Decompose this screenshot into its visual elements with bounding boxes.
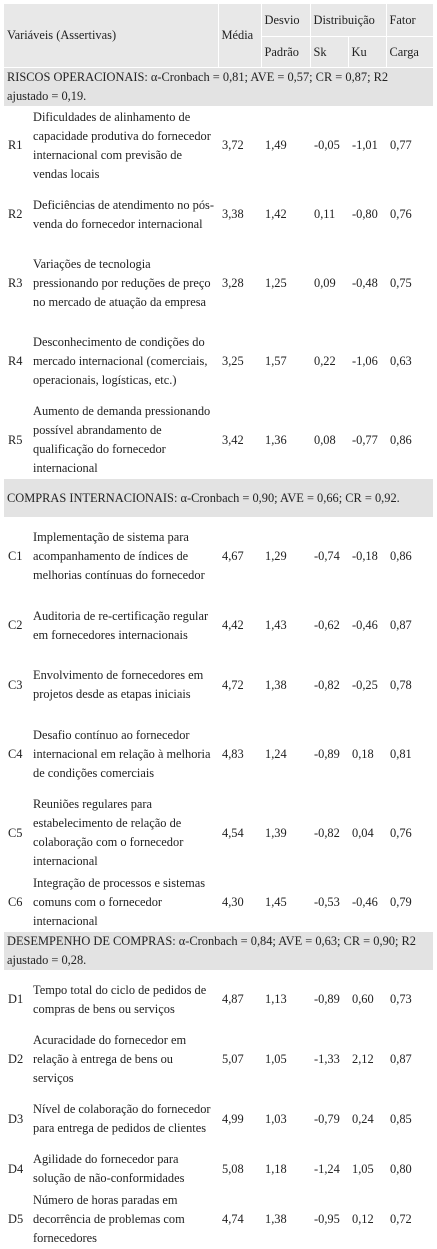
fator-carga-value: 0,79: [386, 872, 433, 932]
skewness-value: -0,79: [310, 1089, 348, 1149]
desvio-padrao-value: 1,43: [261, 596, 310, 655]
item-code: D3: [4, 1089, 30, 1149]
item-description: Variações de tecnologia pressionando por reduções de preço no mercado de atuação da empresa: [30, 244, 218, 322]
fator-carga-value: 0,81: [386, 715, 433, 794]
skewness-value: -1,24: [310, 1149, 348, 1189]
skewness-value: -1,33: [310, 1029, 348, 1089]
skewness-value: -0,89: [310, 970, 348, 1029]
desvio-padrao-value: 1,45: [261, 872, 310, 932]
desvio-padrao-value: 1,42: [261, 185, 310, 244]
item-description: Agilidade do fornecedor para solução de não-conformidades: [30, 1149, 218, 1189]
section-title: RISCOS OPERACIONAIS: α-Cronbach = 0,81; AVE = 0,57; CR = 0,87; R2 ajustado = 0,19.: [4, 68, 433, 107]
desvio-padrao-value: 1,38: [261, 655, 310, 715]
fator-carga-value: 0,77: [386, 106, 433, 185]
kurtosis-value: -0,48: [348, 244, 386, 322]
desvio-padrao-value: 1,18: [261, 1149, 310, 1189]
media-value: 3,25: [218, 322, 261, 401]
fator-carga-value: 0,87: [386, 1029, 433, 1089]
media-value: 5,08: [218, 1149, 261, 1189]
skewness-value: -0,62: [310, 596, 348, 655]
kurtosis-value: -0,80: [348, 185, 386, 244]
item-code: C2: [4, 596, 30, 655]
item-code: R2: [4, 185, 30, 244]
header-carga: Carga: [386, 37, 433, 68]
fator-carga-value: 0,85: [386, 1089, 433, 1149]
table-row: [4, 106, 433, 185]
kurtosis-value: -1,06: [348, 322, 386, 401]
media-value: 4,99: [218, 1089, 261, 1149]
media-value: 4,42: [218, 596, 261, 655]
results-table-container: [4, 4, 433, 1249]
item-description: Dificuldades de alinhamento de capacidade produtiva do fornecedor internacional com previsão de vendas locais: [30, 106, 218, 185]
desvio-padrao-value: 1,49: [261, 106, 310, 185]
section-header-row: [4, 479, 433, 517]
table-row: [4, 244, 433, 322]
table-row: [4, 322, 433, 401]
item-code: R5: [4, 401, 30, 479]
desvio-padrao-value: 1,25: [261, 244, 310, 322]
item-code: C4: [4, 715, 30, 794]
fator-carga-value: 0,87: [386, 596, 433, 655]
desvio-padrao-value: 1,38: [261, 1189, 310, 1249]
section-header-row: [4, 932, 433, 970]
table-row: [4, 1029, 433, 1089]
header-distribuicao: Distribuição: [310, 4, 386, 37]
media-value: 3,28: [218, 244, 261, 322]
item-description: Nível de colaboração do fornecedor para entrega de pedidos de clientes: [30, 1089, 218, 1149]
table-row: [4, 517, 433, 596]
kurtosis-value: 0,60: [348, 970, 386, 1029]
item-code: C3: [4, 655, 30, 715]
skewness-value: -0,82: [310, 655, 348, 715]
section-title: DESEMPENHO DE COMPRAS: α-Cronbach = 0,84; AVE = 0,63; CR = 0,90; R2 ajustado = 0,28.: [4, 932, 433, 970]
item-description: Integração de processos e sistemas comuns com o fornecedor internacional: [30, 872, 218, 932]
item-description: Reuniões regulares para estabelecimento de relação de colaboração com o fornecedor internacional: [30, 794, 218, 872]
results-table: [4, 4, 434, 1249]
item-description: Desconhecimento de condições do mercado internacional (comerciais, operacionais, logísticas, etc.): [30, 322, 218, 401]
section-title: COMPRAS INTERNACIONAIS: α-Cronbach = 0,90; AVE = 0,66; CR = 0,92.: [4, 479, 433, 517]
header-media: Média: [218, 4, 261, 68]
kurtosis-value: -0,25: [348, 655, 386, 715]
table-row: [4, 872, 433, 932]
table-row: [4, 596, 433, 655]
item-code: D4: [4, 1149, 30, 1189]
media-value: 5,07: [218, 1029, 261, 1089]
item-code: R4: [4, 322, 30, 401]
media-value: 3,72: [218, 106, 261, 185]
item-description: Implementação de sistema para acompanhamento de índices de melhorias contínuas do fornecedor: [30, 517, 218, 596]
media-value: 4,67: [218, 517, 261, 596]
media-value: 3,38: [218, 185, 261, 244]
item-code: C6: [4, 872, 30, 932]
fator-carga-value: 0,86: [386, 517, 433, 596]
table-header: [4, 4, 433, 68]
fator-carga-value: 0,63: [386, 322, 433, 401]
header-variables: Variáveis (Assertivas): [4, 4, 218, 68]
media-value: 4,74: [218, 1189, 261, 1249]
table-row: [4, 185, 433, 244]
kurtosis-value: -0,46: [348, 596, 386, 655]
header-fator: Fator: [386, 4, 433, 37]
desvio-padrao-value: 1,39: [261, 794, 310, 872]
media-value: 3,42: [218, 401, 261, 479]
fator-carga-value: 0,78: [386, 655, 433, 715]
header-sk: Sk: [310, 37, 348, 68]
header-desvio: Desvio: [261, 4, 310, 37]
skewness-value: -0,89: [310, 715, 348, 794]
media-value: 4,30: [218, 872, 261, 932]
desvio-padrao-value: 1,29: [261, 517, 310, 596]
item-description: Auditoria de re-certificação regular em fornecedores internacionais: [30, 596, 218, 655]
skewness-value: -0,53: [310, 872, 348, 932]
item-description: Aumento de demanda pressionando possível abrandamento de qualificação do fornecedor internacional: [30, 401, 218, 479]
kurtosis-value: 2,12: [348, 1029, 386, 1089]
desvio-padrao-value: 1,24: [261, 715, 310, 794]
media-value: 4,83: [218, 715, 261, 794]
skewness-value: 0,22: [310, 322, 348, 401]
kurtosis-value: 1,05: [348, 1149, 386, 1189]
kurtosis-value: 0,12: [348, 1189, 386, 1249]
fator-carga-value: 0,80: [386, 1149, 433, 1189]
item-code: R1: [4, 106, 30, 185]
item-description: Acuracidade do fornecedor em relação à entrega de bens ou serviços: [30, 1029, 218, 1089]
item-code: D5: [4, 1189, 30, 1249]
item-description: Deficiências de atendimento no pós-venda do fornecedor internacional: [30, 185, 218, 244]
section-header-row: [4, 68, 433, 107]
desvio-padrao-value: 1,05: [261, 1029, 310, 1089]
fator-carga-value: 0,72: [386, 1189, 433, 1249]
kurtosis-value: 0,24: [348, 1089, 386, 1149]
item-description: Tempo total do ciclo de pedidos de compras de bens ou serviços: [30, 970, 218, 1029]
table-row: [4, 715, 433, 794]
table-row: [4, 1189, 433, 1249]
fator-carga-value: 0,75: [386, 244, 433, 322]
skewness-value: 0,08: [310, 401, 348, 479]
skewness-value: 0,09: [310, 244, 348, 322]
item-description: Desafio contínuo ao fornecedor internacional em relação à melhoria de condições comerciais: [30, 715, 218, 794]
header-ku: Ku: [348, 37, 386, 68]
table-row: [4, 1149, 433, 1189]
table-row: [4, 794, 433, 872]
table-row: [4, 401, 433, 479]
kurtosis-value: -0,46: [348, 872, 386, 932]
media-value: 4,87: [218, 970, 261, 1029]
kurtosis-value: 0,18: [348, 715, 386, 794]
table-row: [4, 1089, 433, 1149]
skewness-value: -0,74: [310, 517, 348, 596]
item-code: D2: [4, 1029, 30, 1089]
fator-carga-value: 0,73: [386, 970, 433, 1029]
desvio-padrao-value: 1,03: [261, 1089, 310, 1149]
item-description: Número de horas paradas em decorrência de problemas com fornecedores: [30, 1189, 218, 1249]
item-code: D1: [4, 970, 30, 1029]
header-padrao: Padrão: [261, 37, 310, 68]
media-value: 4,54: [218, 794, 261, 872]
table-row: [4, 970, 433, 1029]
table-body: [4, 68, 433, 1249]
kurtosis-value: -0,18: [348, 517, 386, 596]
media-value: 4,72: [218, 655, 261, 715]
item-code: R3: [4, 244, 30, 322]
fator-carga-value: 0,86: [386, 401, 433, 479]
desvio-padrao-value: 1,57: [261, 322, 310, 401]
desvio-padrao-value: 1,13: [261, 970, 310, 1029]
item-description: Envolvimento de fornecedores em projetos desde as etapas iniciais: [30, 655, 218, 715]
skewness-value: -0,82: [310, 794, 348, 872]
kurtosis-value: 0,04: [348, 794, 386, 872]
table-row: [4, 655, 433, 715]
item-code: C5: [4, 794, 30, 872]
skewness-value: -0,95: [310, 1189, 348, 1249]
fator-carga-value: 0,76: [386, 185, 433, 244]
skewness-value: -0,05: [310, 106, 348, 185]
desvio-padrao-value: 1,36: [261, 401, 310, 479]
kurtosis-value: -1,01: [348, 106, 386, 185]
fator-carga-value: 0,76: [386, 794, 433, 872]
skewness-value: 0,11: [310, 185, 348, 244]
item-code: C1: [4, 517, 30, 596]
kurtosis-value: -0,77: [348, 401, 386, 479]
